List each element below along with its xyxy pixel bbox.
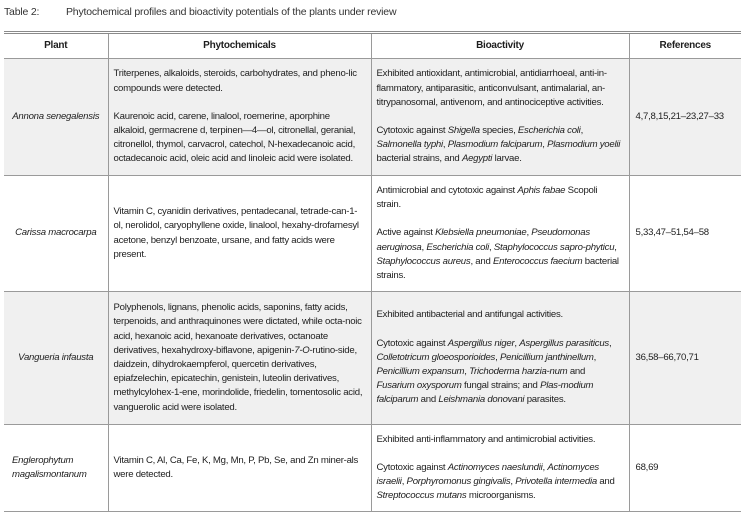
bioactivity-text: Cytotoxic against Shigella species, Escherichia coli, Salmonella typhi, Plasmodium falciparum, Plasmodium yoelii bacterial strains, and Aegypti larvae.	[376, 125, 621, 165]
phytochemicals-text: Triterpenes, alkaloids, steroids, carbohydrates, and pheno-lic compounds were detected.	[113, 68, 357, 94]
phytochemicals-text: Vitamin C, Al, Ca, Fe, K, Mg, Mn, P, Pb, Se, and Zn miner-als were detected.	[113, 454, 359, 480]
header-plant: Plant	[4, 33, 108, 59]
table-caption-label: Table 2:	[4, 6, 40, 18]
phytochemicals-cell	[108, 59, 371, 176]
bioactivity-text: Cytotoxic against Aspergillus niger, Aspergillus parasiticus, Colletotricum gloeosporioides, Penicillium janthinellum, Penicillium expansum, Trichoderma harzia-num and Fusarium oxysporum fungal strains; and Plas-modium falciparum and Leishmania donovani parasites.	[376, 337, 612, 406]
table-caption	[4, 6, 396, 18]
table-caption-title: Phytochemical profiles and bioactivity potentials of the plants under review	[66, 6, 397, 18]
bioactivity-text: Exhibited antioxidant, antimicrobial, antidiarrhoeal, anti-in-flammatory, antiparasitic, anticonvulsant, antimalarial, an-titrypanosomal, antivenom, and antinociceptive activities.	[376, 68, 607, 108]
phytochemicals-cell	[108, 292, 371, 425]
plant-name: Englerophytum magalismontanum	[4, 425, 108, 512]
plant-name: Carissa macrocarpa	[4, 176, 108, 292]
header-references: References	[629, 33, 741, 59]
bioactivity-text: Exhibited anti-inflammatory and antimicrobial activities.	[376, 433, 596, 445]
references-cell: 36,58–66,70,71	[629, 292, 741, 425]
references-cell: 68,69	[629, 425, 741, 512]
phytochemical-table	[4, 31, 741, 512]
table-header-row	[4, 33, 741, 59]
references-cell: 4,7,8,15,21–23,27–33	[629, 59, 741, 176]
table-row	[4, 59, 741, 176]
phytochemicals-text: Polyphenols, lignans, phenolic acids, saponins, fatty acids, terpenoids, and anthraquinones were dictated, while octa-noic acid, hexanoic acid, hexanoate derivatives, octanoate derivatives, hexahydroxy-biflavone, apigenin-7-O-rutino-side, daidzein, dihydrokaempferol, quercetin derivatives, epiafzelechin, epicatechin, genistein, luteolin derivatives, methylcylohex-1-ene, morindolide, friedelin, tomentosolic acid, vanguerolic acid were isolated.	[113, 302, 363, 413]
bioactivity-text: Cytotoxic against Actinomyces naeslundii, Actinomyces israelii, Porphyromonus gingivalis, Privotella intermedia and Streptococcus mutans microorganisms.	[376, 461, 615, 502]
references-cell: 5,33,47–51,54–58	[629, 176, 741, 292]
table-row	[4, 425, 741, 512]
table-row	[4, 176, 741, 292]
phytochemicals-text: Vitamin C, cyanidin derivatives, pentadecanal, tetrade-can-1-ol, nerolidol, caryophyllene oxide, linalool, hexahy-drofarnesyl acetone, benzyl benzoate, ursane, and fatty acids were present.	[113, 206, 359, 260]
bioactivity-cell	[371, 176, 629, 292]
bioactivity-cell	[371, 59, 629, 176]
header-phytochemicals: Phytochemicals	[108, 33, 371, 59]
bioactivity-cell	[371, 292, 629, 425]
phytochemicals-cell	[108, 425, 371, 512]
plant-name: Annona senegalensis	[4, 59, 108, 176]
plant-name: Vangueria infausta	[4, 292, 108, 425]
table-row	[4, 292, 741, 425]
phytochemicals-text: Kaurenoic acid, carene, linalool, roemerine, aporphine alkaloid, germacrene d, terpinen—4—ol, citronellal, geranial, citronellol, thymol, carvacrol, catechol, N-hexadecanoic acid, octadecanoic acid, oleic acid and linoleic acid were isolated.	[113, 110, 356, 165]
bioactivity-text: Exhibited antibacterial and antifungal activities.	[376, 309, 563, 321]
header-bioactivity: Bioactivity	[371, 33, 629, 59]
bioactivity-text: Active against Klebsiella pneumoniae, Pseudomonas aeruginosa, Escherichia coli, Staphylococcus sapro-phyticu, Staphylococcus aureus, and Enterococcus faecium bacterial strains.	[376, 227, 619, 281]
phytochemicals-cell	[108, 176, 371, 292]
bioactivity-text: Antimicrobial and cytotoxic against Aphis fabae Scopoli strain.	[376, 184, 598, 211]
bioactivity-cell	[371, 425, 629, 512]
